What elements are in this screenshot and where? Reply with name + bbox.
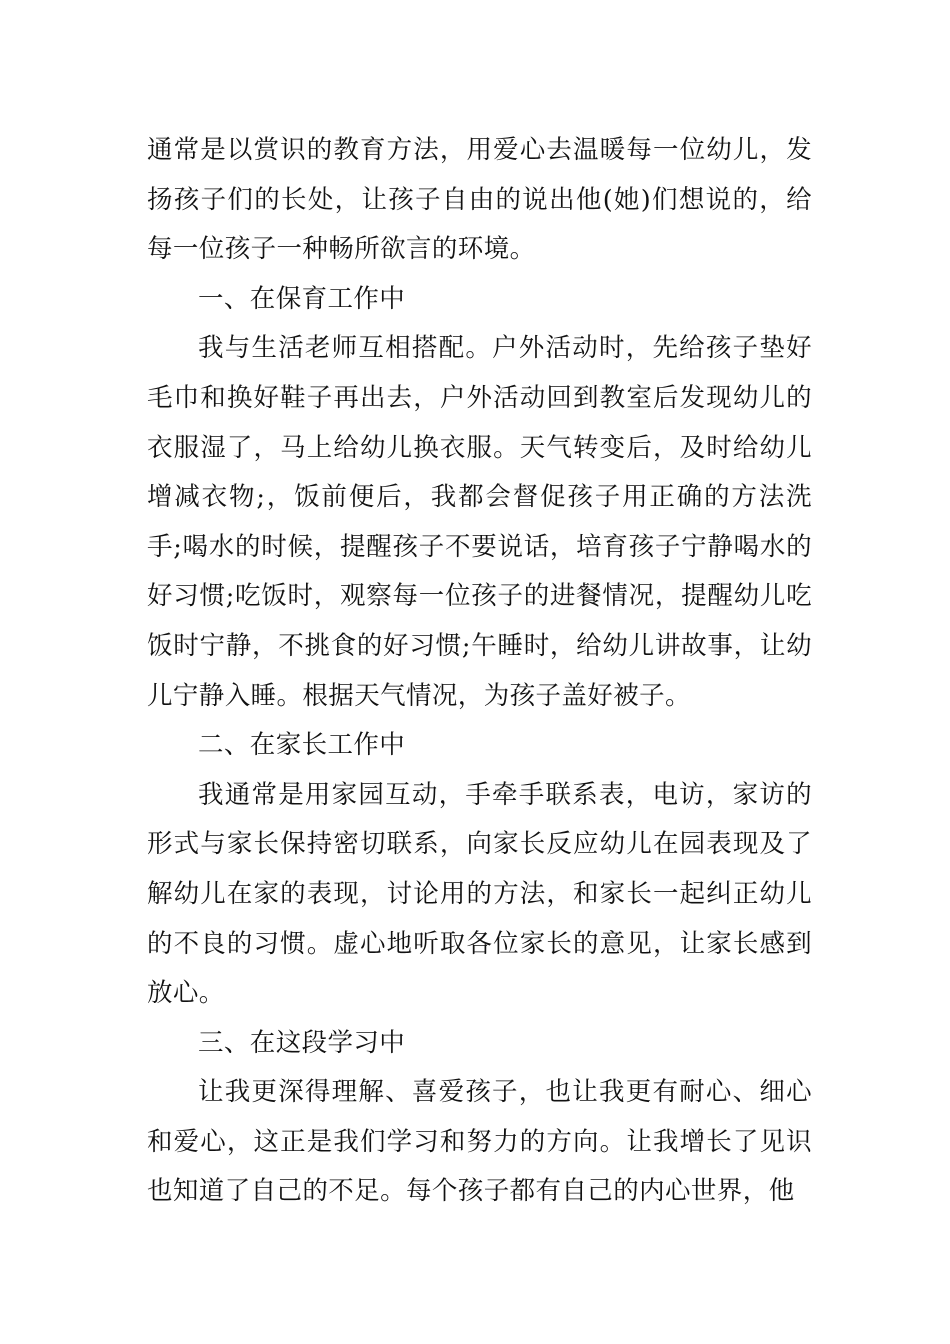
paragraph-childcare: 我与生活老师互相搭配。户外活动时，先给孩子垫好毛巾和换好鞋子再出去，户外活动回到教室后发现幼儿的衣服湿了，马上给幼儿换衣服。天气转变后，及时给幼儿增减衣物;，饭前便后，我都会督促孩子用正确的方法洗手;喝水的时候，提醒孩子不要说话，培育孩子宁静喝水的好习惯;吃饭时，观察每一位孩子的进餐情况，提醒幼儿吃饭时宁静，不挑食的好习惯;午睡时，给幼儿讲故事，让幼儿宁静入睡。根据天气情况，为孩子盖好被子。 [147, 333, 812, 711]
paragraph-learning: 让我更深得理解、喜爱孩子，也让我更有耐心、细心和爱心，这正是我们学习和努力的方向。让我增长了见识也知道了自己的不足。每个孩子都有自己的内心世界，他 [147, 1077, 812, 1207]
paragraph-intro-continuation: 通常是以赏识的教育方法，用爱心去温暖每一位幼儿，发扬孩子们的长处，让孩子自由的说出他(她)们想说的，给每一位孩子一种畅所欲言的环境。 [147, 135, 812, 265]
paragraph-parents: 我通常是用家园互动，手牵手联系表，电访，家访的形式与家长保持密切联系，向家长反应幼儿在园表现及了解幼儿在家的表现，讨论用的方法，和家长一起纠正幼儿的不良的习惯。虚心地听取各位家长的意见，让家长感到放心。 [147, 779, 812, 1009]
section-heading-childcare: 一、在保育工作中 [198, 283, 406, 314]
section-heading-learning: 三、在这段学习中 [198, 1027, 406, 1058]
section-heading-parents: 二、在家长工作中 [198, 730, 406, 761]
document-body [147, 126, 812, 1217]
